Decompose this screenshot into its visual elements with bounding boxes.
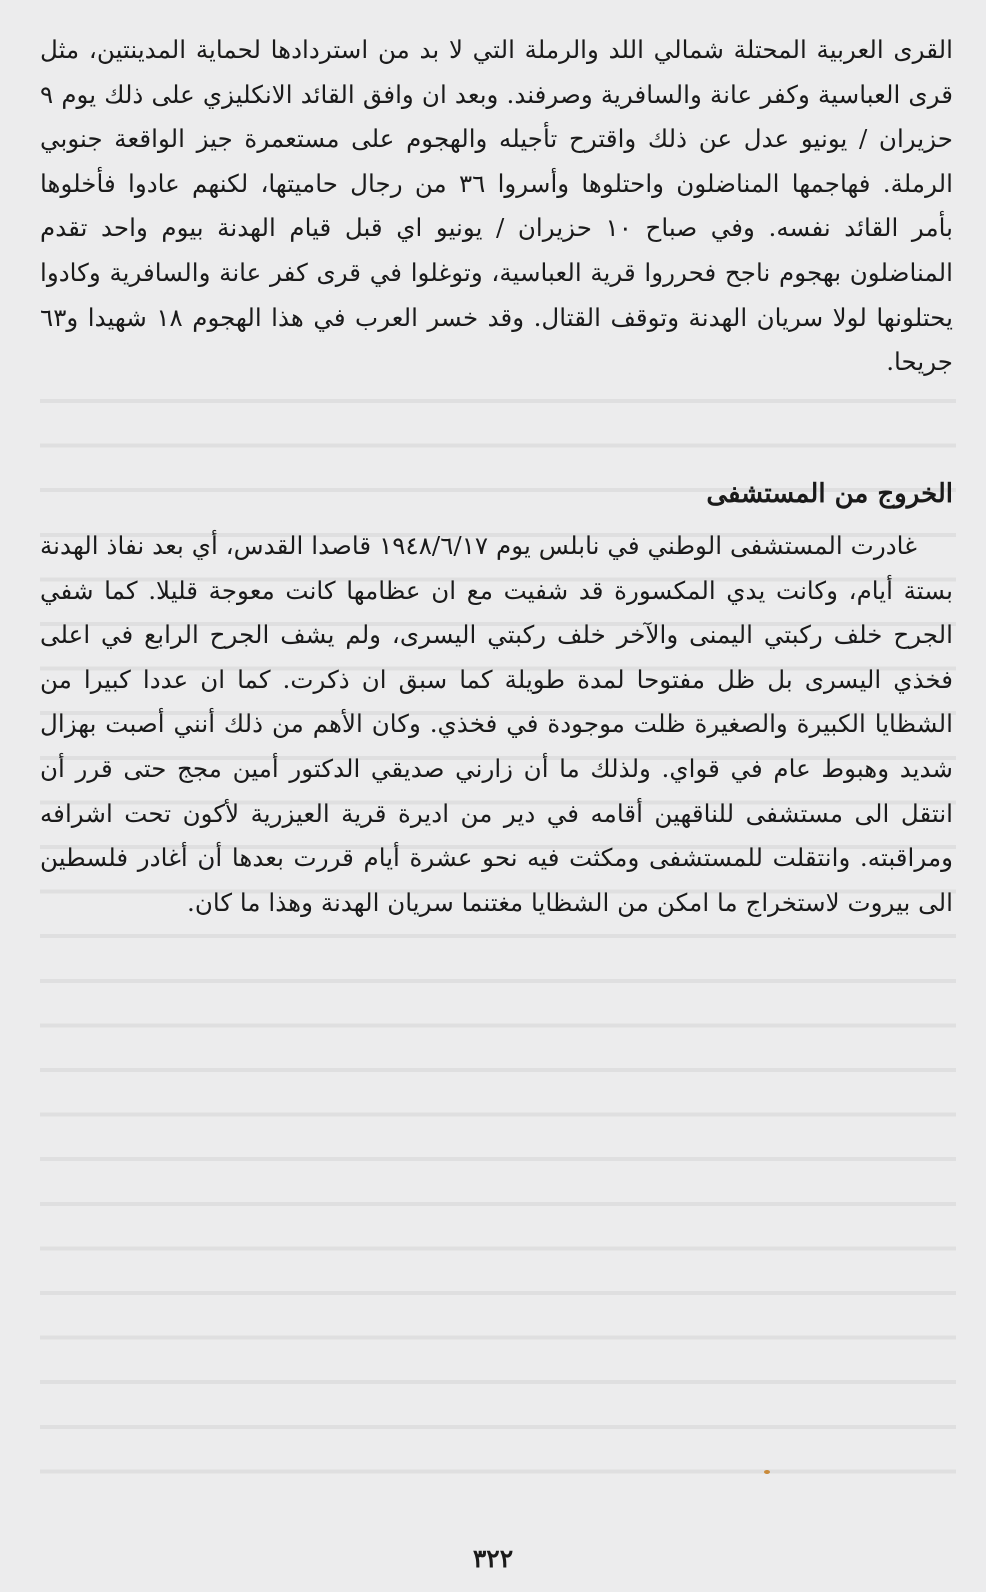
- section-heading: الخروج من المستشفى: [706, 479, 953, 509]
- paragraph-2: [40, 524, 953, 925]
- paragraph-1: [40, 28, 953, 385]
- page-number: ٣٢٢: [472, 1544, 514, 1573]
- ink-speck: [764, 1470, 770, 1474]
- paragraph-1-text: القرى العربية المحتلة شمالي اللد والرملة التي لا بد من استردادها لحماية المدينتين، مثل قرى العباسية وكفر عانة والسافرية وصرفند. وبعد ان وافق القائد الانكليزي على ذلك يوم ٩ حزيران / يونيو عدل عن ذلك واقترح تأجيله والهجوم على مستعمرة جيز الواقعة جنوبي الرملة. فهاجمها المناضلون واحتلوها وأسروا ٣٦ من رجال حاميتها، لكنهم عادوا فأخلوها بأمر القائد نفسه. وفي صباح ١٠ حزيران / يونيو اي قبل قيام الهدنة بيوم واحد تقدم المناضلون بهجوم ناجح فحرروا قرية العباسية، وتوغلوا في قرى كفر عانة والسافرية وكادوا يحتلونها لولا سريان الهدنة وتوقف القتال. وقد خسر العرب في هذا الهجوم ١٨ شهيدا و٦٣ جريحا.: [40, 35, 954, 377]
- paragraph-2-text: غادرت المستشفى الوطني في نابلس يوم ١٩٤٨/٦/١٧ قاصدا القدس، أي بعد نفاذ الهدنة بستة أيام، وكانت يدي المكسورة قد شفيت مع ان عظامها كانت معوجة قليلا. كما شفي الجرح خلف ركبتي اليمنى والآخر خلف ركبتي اليسرى، ولم يشف الجرح الرابع في اعلى فخذي اليسرى بل ظل مفتوحا لمدة طويلة كما سبق ان ذكرت. كما ان عددا كبيرا من الشظايا الكبيرة والصغيرة ظلت موجودة في فخذي. وكان الأهم من ذلك أنني أصبت بهزال شديد وهبوط عام في قواي. ولذلك ما أن زارني صديقي الدكتور أمين مجج حتى قرر أن انتقل الى مستشفى للناقهين أقامه في دير من اديرة قرية العيزرية لأكون تحت اشرافه ومراقبته. وانتقلت للمستشفى ومكثت فيه نحو عشرة أيام قررت بعدها أن أغادر فلسطين الى بيروت لاستخراج ما امكن من الشظايا مغتنما سريان الهدنة وهذا ما كان.: [40, 531, 953, 917]
